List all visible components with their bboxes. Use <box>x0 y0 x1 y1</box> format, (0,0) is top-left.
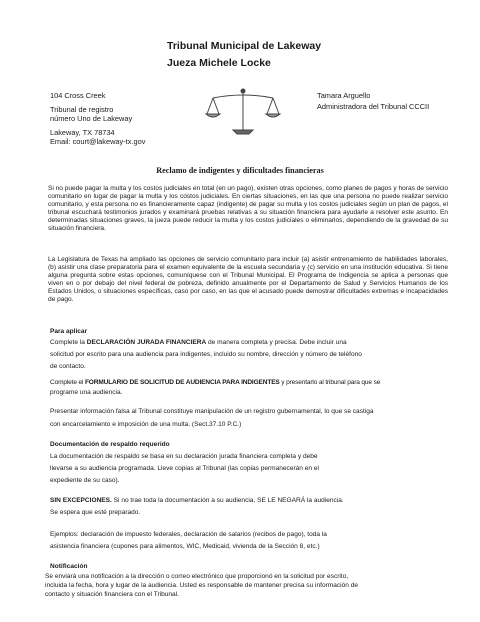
hearing-request-form-label: FORMULARIO DE SOLICITUD DE AUDIENCIA PARA INDIGENTES <box>84 379 280 386</box>
scales-of-justice-icon <box>203 86 283 138</box>
notification-line-3: contacto y situación financiera con el Tribunal. <box>45 591 179 598</box>
apply-line-4: Complete el FORMULARIO DE SOLICITUD DE AUDIENCIA PARA INDIGENTES y presentarlo al tribunal para que se <box>50 379 381 386</box>
false-info-line-1: Presentar información falsa al Tribunal constituye manipulación de un registro gubernamental, lo que se castiga <box>50 408 374 415</box>
administrator-title: Administradora del Tribunal CCCII <box>317 102 430 111</box>
court-name: Tribunal Municipal de Lakeway <box>167 40 322 52</box>
judge-name: Jueza Michele Locke <box>167 57 271 69</box>
court-email: Email: court@lakeway-tx.gov <box>50 137 146 146</box>
documentation-heading: Documentación de respaldo requerido <box>50 441 170 448</box>
exceptions-line-2: Se espera que esté preparado. <box>50 509 141 516</box>
examples-line-1: Ejemplos: declaración de impuesto federales, declaración de salarios (recibos de pago), toda la <box>50 531 327 538</box>
apply-line-5: programe una audiencia. <box>50 389 123 396</box>
no-exceptions-label: SIN EXCEPCIONES. <box>50 497 112 504</box>
financial-affidavit-label: DECLARACIÓN JURADA FINANCIERA <box>86 339 207 346</box>
notification-line-2: incluida la fecha, hora y lugar de la audiencia. Usted es responsable de mantener precisa su información de <box>45 582 358 589</box>
court-address <box>50 91 145 146</box>
apply-line-2: solicitud por escrito para una audiencia para indigentes, incluido su nombre, dirección y número de teléfono <box>50 351 362 358</box>
street-address: 104 Cross Creek <box>50 91 106 100</box>
administrator-contact <box>317 91 429 111</box>
city-line: Lakeway, TX 78734 <box>50 128 115 137</box>
false-info-line-2: con encarcelamiento e imposición de una multa. (Sect.37.10 P.C.) <box>50 421 242 428</box>
documentation-line-2: llevarse a su audiencia programada. Lleve copias al Tribunal (las copias permanecerán en el <box>50 465 319 472</box>
examples-line-2: asistencia financiera (cupones para alimentos, WIC, Medicaid, vivienda de la Sección 8, etc.) <box>50 543 320 550</box>
administrator-name: Tamara Arguello <box>317 91 371 100</box>
notification-line-1: Se enviará una notificación a la dirección o correo electrónico que proporcionó en la solicitud por escrito, <box>45 573 349 580</box>
document-title: Reclamo de indigentes y dificultades financieras <box>156 166 324 175</box>
apply-heading: Para aplicar <box>50 328 88 335</box>
registry-line: Tribunal de registro <box>50 105 114 114</box>
exceptions-line-1: SIN EXCEPCIONES. Si no trae toda la documentación a su audiencia, SE LE NEGARÁ la audiencia. <box>50 497 344 504</box>
registry-number: número Uno de Lakeway <box>50 114 133 123</box>
apply-line-3: de contacto. <box>50 363 86 370</box>
paragraph-options: Si no puede pagar la multa y los costos judiciales en total (en un pago), existen otras opciones, como planes de pagos y horas de servicio comunitario en lugar de pagar la multa y los costos judiciales. En ciertas situaciones, en las que una persona no puede realizar servicio comunitario, y esta persona no es financieramente capaz (indigente) de pagar su multa y los costos judiciales según un plan de pagos, el tribunal escuchará testimonios jurados y examinará pruebas relativas a su situación financiera para ayudarle a resolver este asunto. En determinadas situaciones graves, la jueza puede reducir la multa y los costos judiciales o eliminarlos, dependiendo de la gravedad de su situación financiera. <box>48 185 448 233</box>
documentation-line-3: expediente de su caso). <box>50 477 120 484</box>
notification-heading: Notificación <box>50 563 88 570</box>
apply-line-1: Complete la DECLARACIÓN JURADA FINANCIERA de manera completa y precisa. Debe incluir una <box>50 339 347 346</box>
paragraph-community-service: La Legislatura de Texas ha ampliado las opciones de servicio comunitario para incluir (a) asistir entrenamiento de habilidades laborales, (b) asistir una clase preparatoria para el examen equivalente de la escuela secundaria y (c) servicio en una institución educativa. Si tiene alguna pregunta sobre estas opciones, comuníquese con el Tribunal Municipal. El Programa de Indigencia se aplica a personas que viven en o por debajo del nivel federal de pobreza, definido anualmente por el Departamento de Salud y Servicios Humanos de los Estados Unidos, o situaciones específicas, caso por caso, en las que el acusado puede demostrar dificultades extremas e incapacidades de pago. <box>48 256 448 304</box>
documentation-line-1: La documentación de respaldo se basa en su declaración jurada financiera completa y debe <box>50 453 318 460</box>
